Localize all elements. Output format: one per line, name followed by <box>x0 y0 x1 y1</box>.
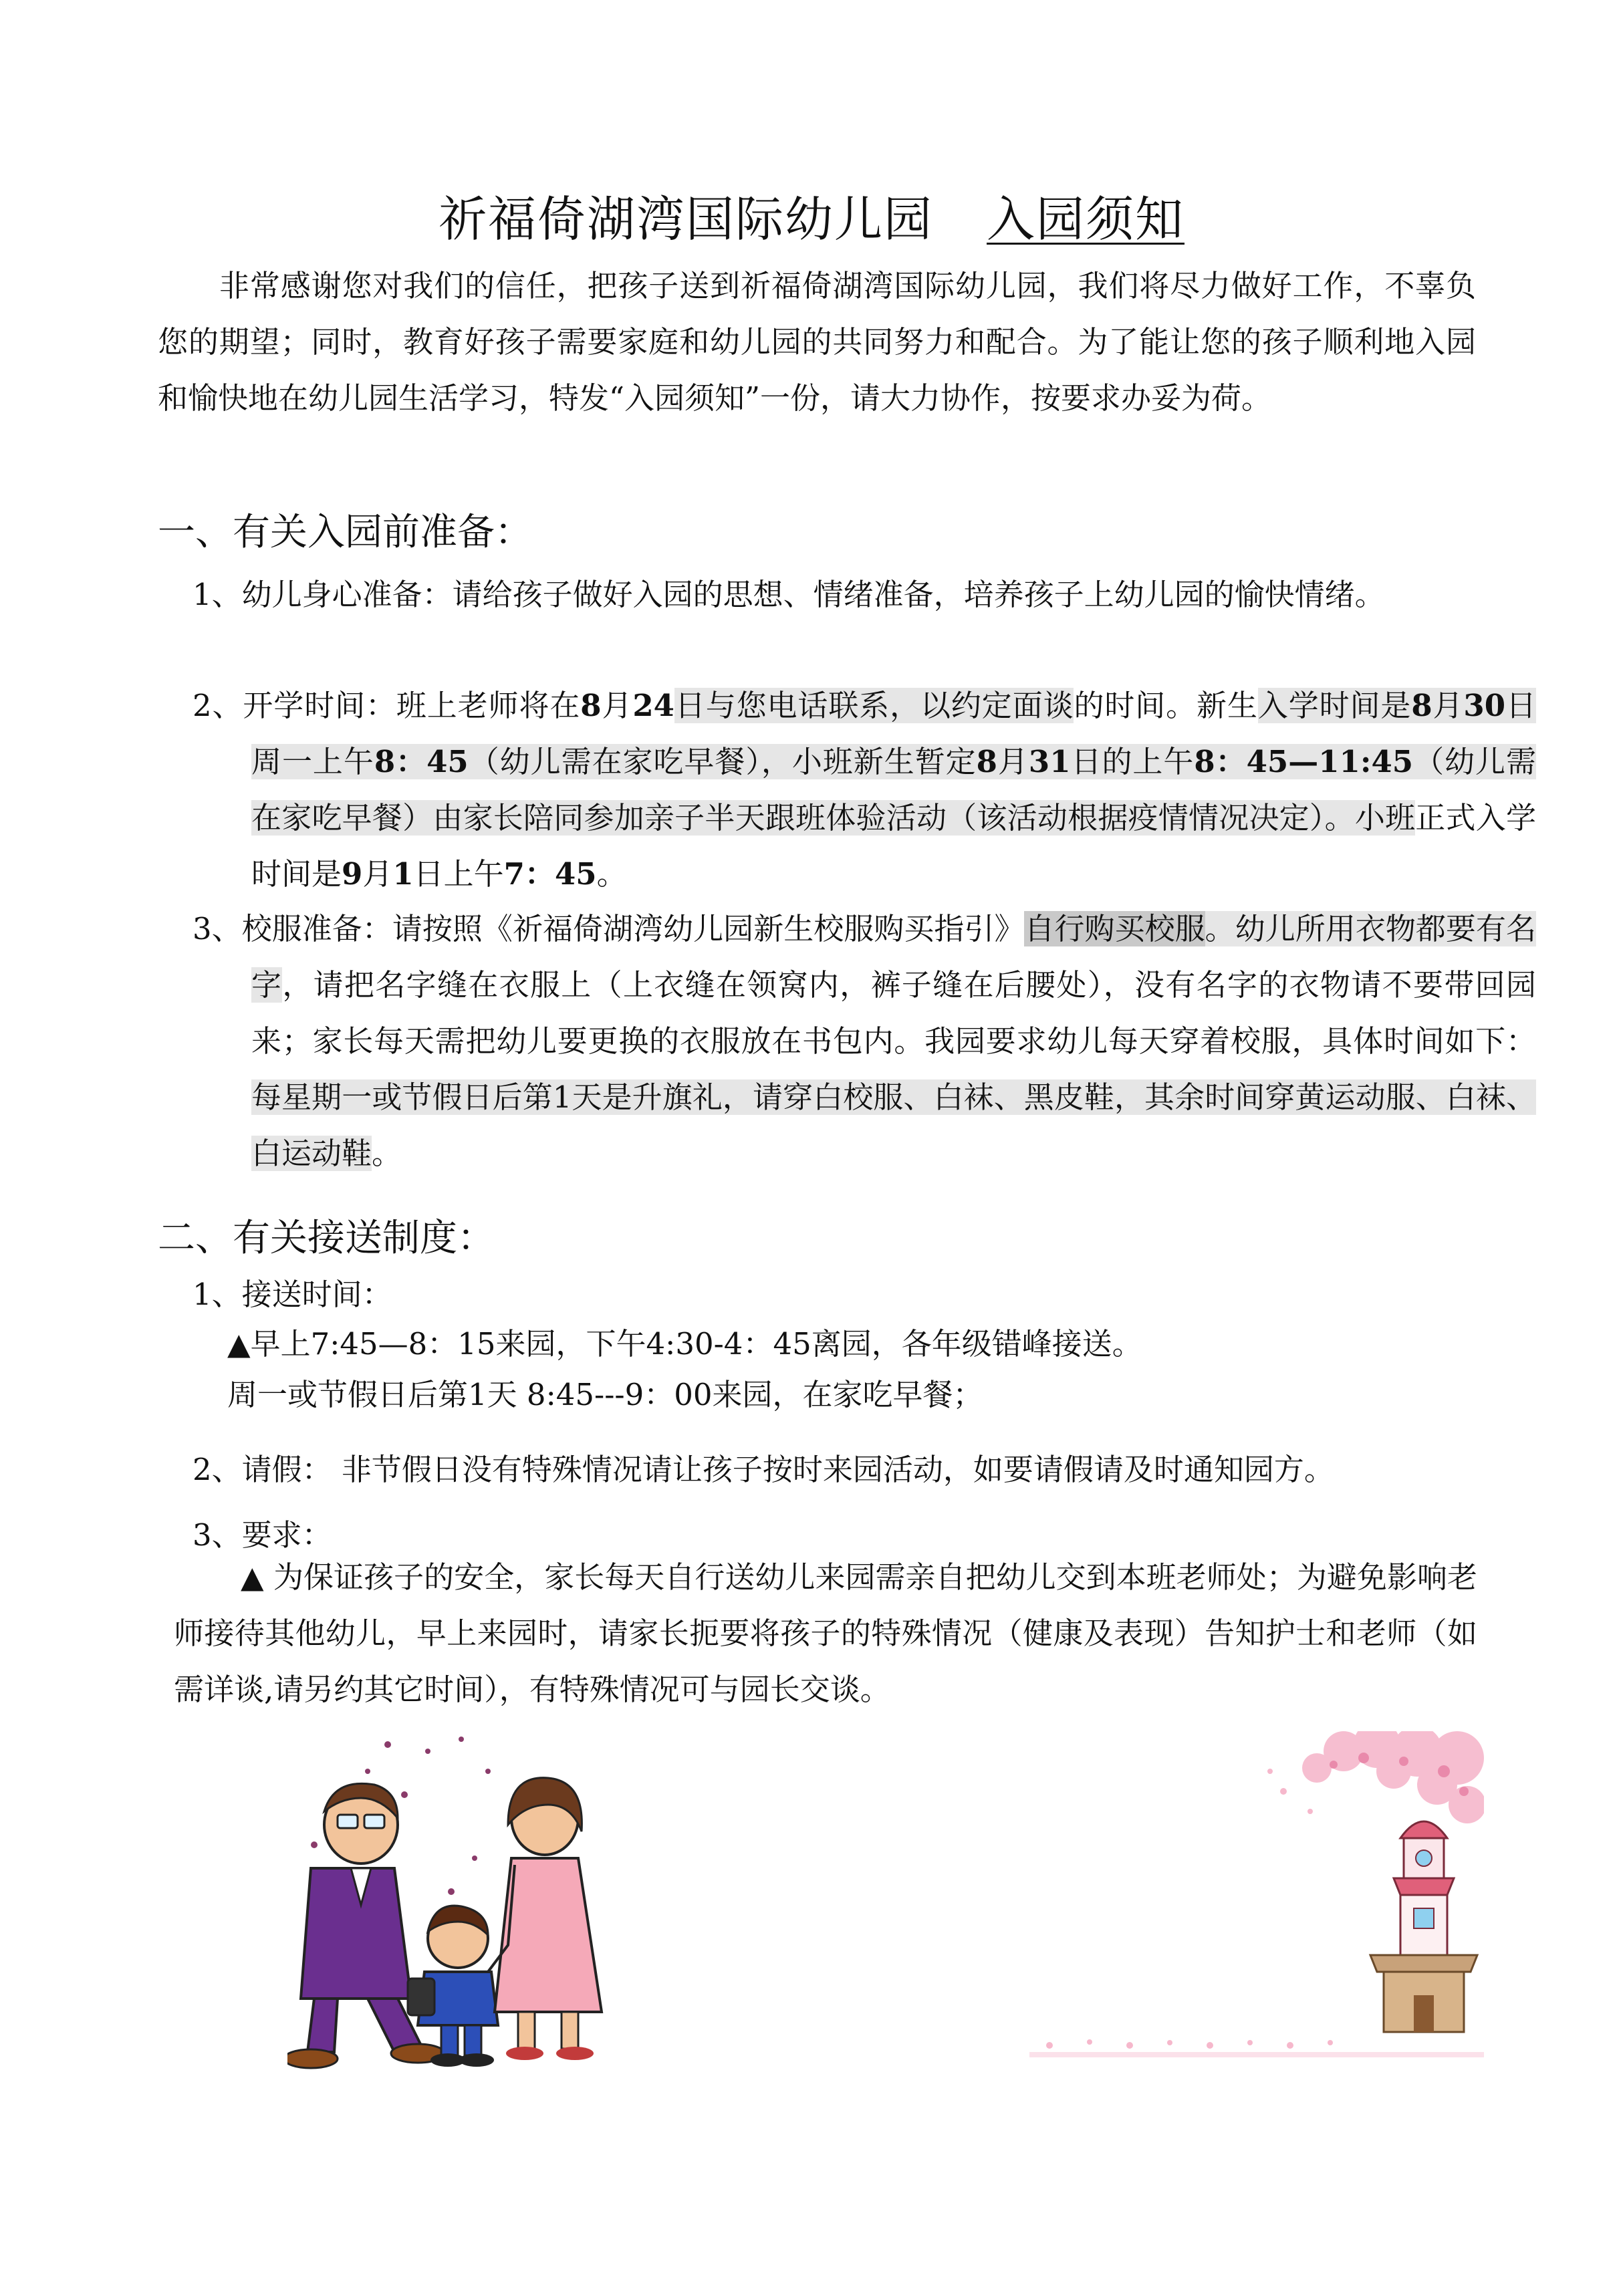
item2-bold: 7：45 <box>503 856 597 892</box>
item2-bold: 9 <box>342 856 363 892</box>
item2-text: 月 <box>1432 688 1464 723</box>
intro-paragraph: 非常感谢您对我们的信任，把孩子送到祈福倚湖湾国际幼儿园，我们将尽力做好工作，不辜负您的期望；同时，教育好孩子需要家庭和幼儿园的共同努力和配合。为了能让您的孩子顺利地入园和愉快地在幼儿园生活学习，特发“入园须知”一份，请大力协作，按要求办妥为荷。 <box>158 268 1476 416</box>
requirements-text: ▲ 为保证孩子的安全，家长每天自行送幼儿来园需亲自把幼儿交到本班老师处；为避免影响老师接待其他幼儿，早上来园时，请家长扼要将孩子的特殊情况（健康及表现）告知护士和老师（如需详谈,请另约其它时间），有特殊情况可与园长交谈。 <box>174 1559 1477 1707</box>
item2-text: 的时间。新生 <box>1074 688 1258 723</box>
cherry-blossom-tower-icon <box>1029 1731 1484 2065</box>
section1-item1: 1、幼儿身心准备：请给孩子做好入园的思想、情绪准备，培养孩子上幼儿园的愉快情绪。 <box>193 577 1385 612</box>
pickup-line1: ▲早上7:45—8：15来园，下午4:30-4：45离园，各年级错峰接送。 <box>227 1326 1142 1362</box>
section1-item2 <box>193 678 1536 902</box>
item3-text: 。 <box>372 1136 402 1171</box>
item2-text: 。 <box>596 856 627 892</box>
title-school: 祈福倚湖湾国际幼儿园 <box>438 191 933 247</box>
title-notice: 入园须知 <box>987 191 1185 247</box>
item2-bold: 30 <box>1463 688 1506 723</box>
item2-text: 正式入学时间是 <box>251 800 1536 892</box>
item2-bold: 31 <box>1028 744 1071 779</box>
section1-item3 <box>193 901 1536 1182</box>
item2-date-day: 24 <box>632 688 674 723</box>
item2-text: 日上午 <box>413 856 504 892</box>
item2-date-month: 8 <box>580 688 602 723</box>
item2-bold: 8：45 <box>374 744 469 779</box>
item2-text: （幼儿需在家吃早餐），小班新生暂定 <box>468 744 977 779</box>
page-title <box>0 180 1623 250</box>
item2-text: 日周一上午 <box>251 688 1536 779</box>
pickup-line2: 周一或节假日后第1天 8:45---9：00来园，在家吃早餐； <box>227 1377 983 1412</box>
item2-bold: 8：45—11:45 <box>1194 744 1414 779</box>
item2-parent-activity: 由家长陪同参加亲子半天跟班体验活动（该活动根据疫情情况决定）。小班 <box>432 800 1416 836</box>
pickup-title: 1、接送时间： <box>193 1277 392 1312</box>
item2-text: （幼儿需在家吃早餐） <box>251 744 1536 836</box>
item3-text: 3、校服准备：请按照《祈福倚湖湾幼儿园新生校服购买指引》 <box>193 911 1025 946</box>
item2-text: 月 <box>362 856 393 892</box>
requirements-title: 3、要求： <box>193 1517 332 1553</box>
item3-text: ，请把名字缝在衣服上（上衣缝在领窝内，裤子缝在后腰处），没有名字的衣物请不要带回园来；家长每天需把幼儿要更换的衣服放在书包内。我园要求幼儿每天穿着校服，具体时间如下： <box>251 967 1536 1059</box>
item2-text-highlight: 日与您电话联系，以约定 <box>674 688 1013 723</box>
item2-text: 2、开学时间：班上老师将在 <box>193 688 581 723</box>
item2-bold: 8 <box>976 744 997 779</box>
item3-names-required: 。幼儿所用衣物都要有名字 <box>251 911 1536 1003</box>
item3-uniform-schedule: 每星期一或节假日后第1天是升旗礼，请穿白校服、白袜、黑皮鞋，其余时间穿黄运动服、白袜、白运动鞋 <box>251 1079 1536 1171</box>
item2-enroll-time: 入学时间是 <box>1257 688 1412 723</box>
section2-heading: 二、有关接送制度： <box>158 1217 495 1260</box>
item2-interview: 面谈 <box>1012 688 1074 723</box>
item2-text: 月 <box>601 688 633 723</box>
item2-text: 日的上午 <box>1070 744 1195 779</box>
leave-rule: 2、请假： 非节假日没有特殊情况请让孩子按时来园活动，如要请假请及时通知园方。 <box>193 1452 1334 1487</box>
item2-bold: 8 <box>1411 688 1432 723</box>
section1-heading: 一、有关入园前准备： <box>158 511 532 554</box>
family-walking-icon <box>287 1731 635 2085</box>
item2-bold: 1 <box>392 856 414 892</box>
item3-buy-uniform: 自行购买校服 <box>1024 911 1205 946</box>
item2-text: 月 <box>997 744 1029 779</box>
